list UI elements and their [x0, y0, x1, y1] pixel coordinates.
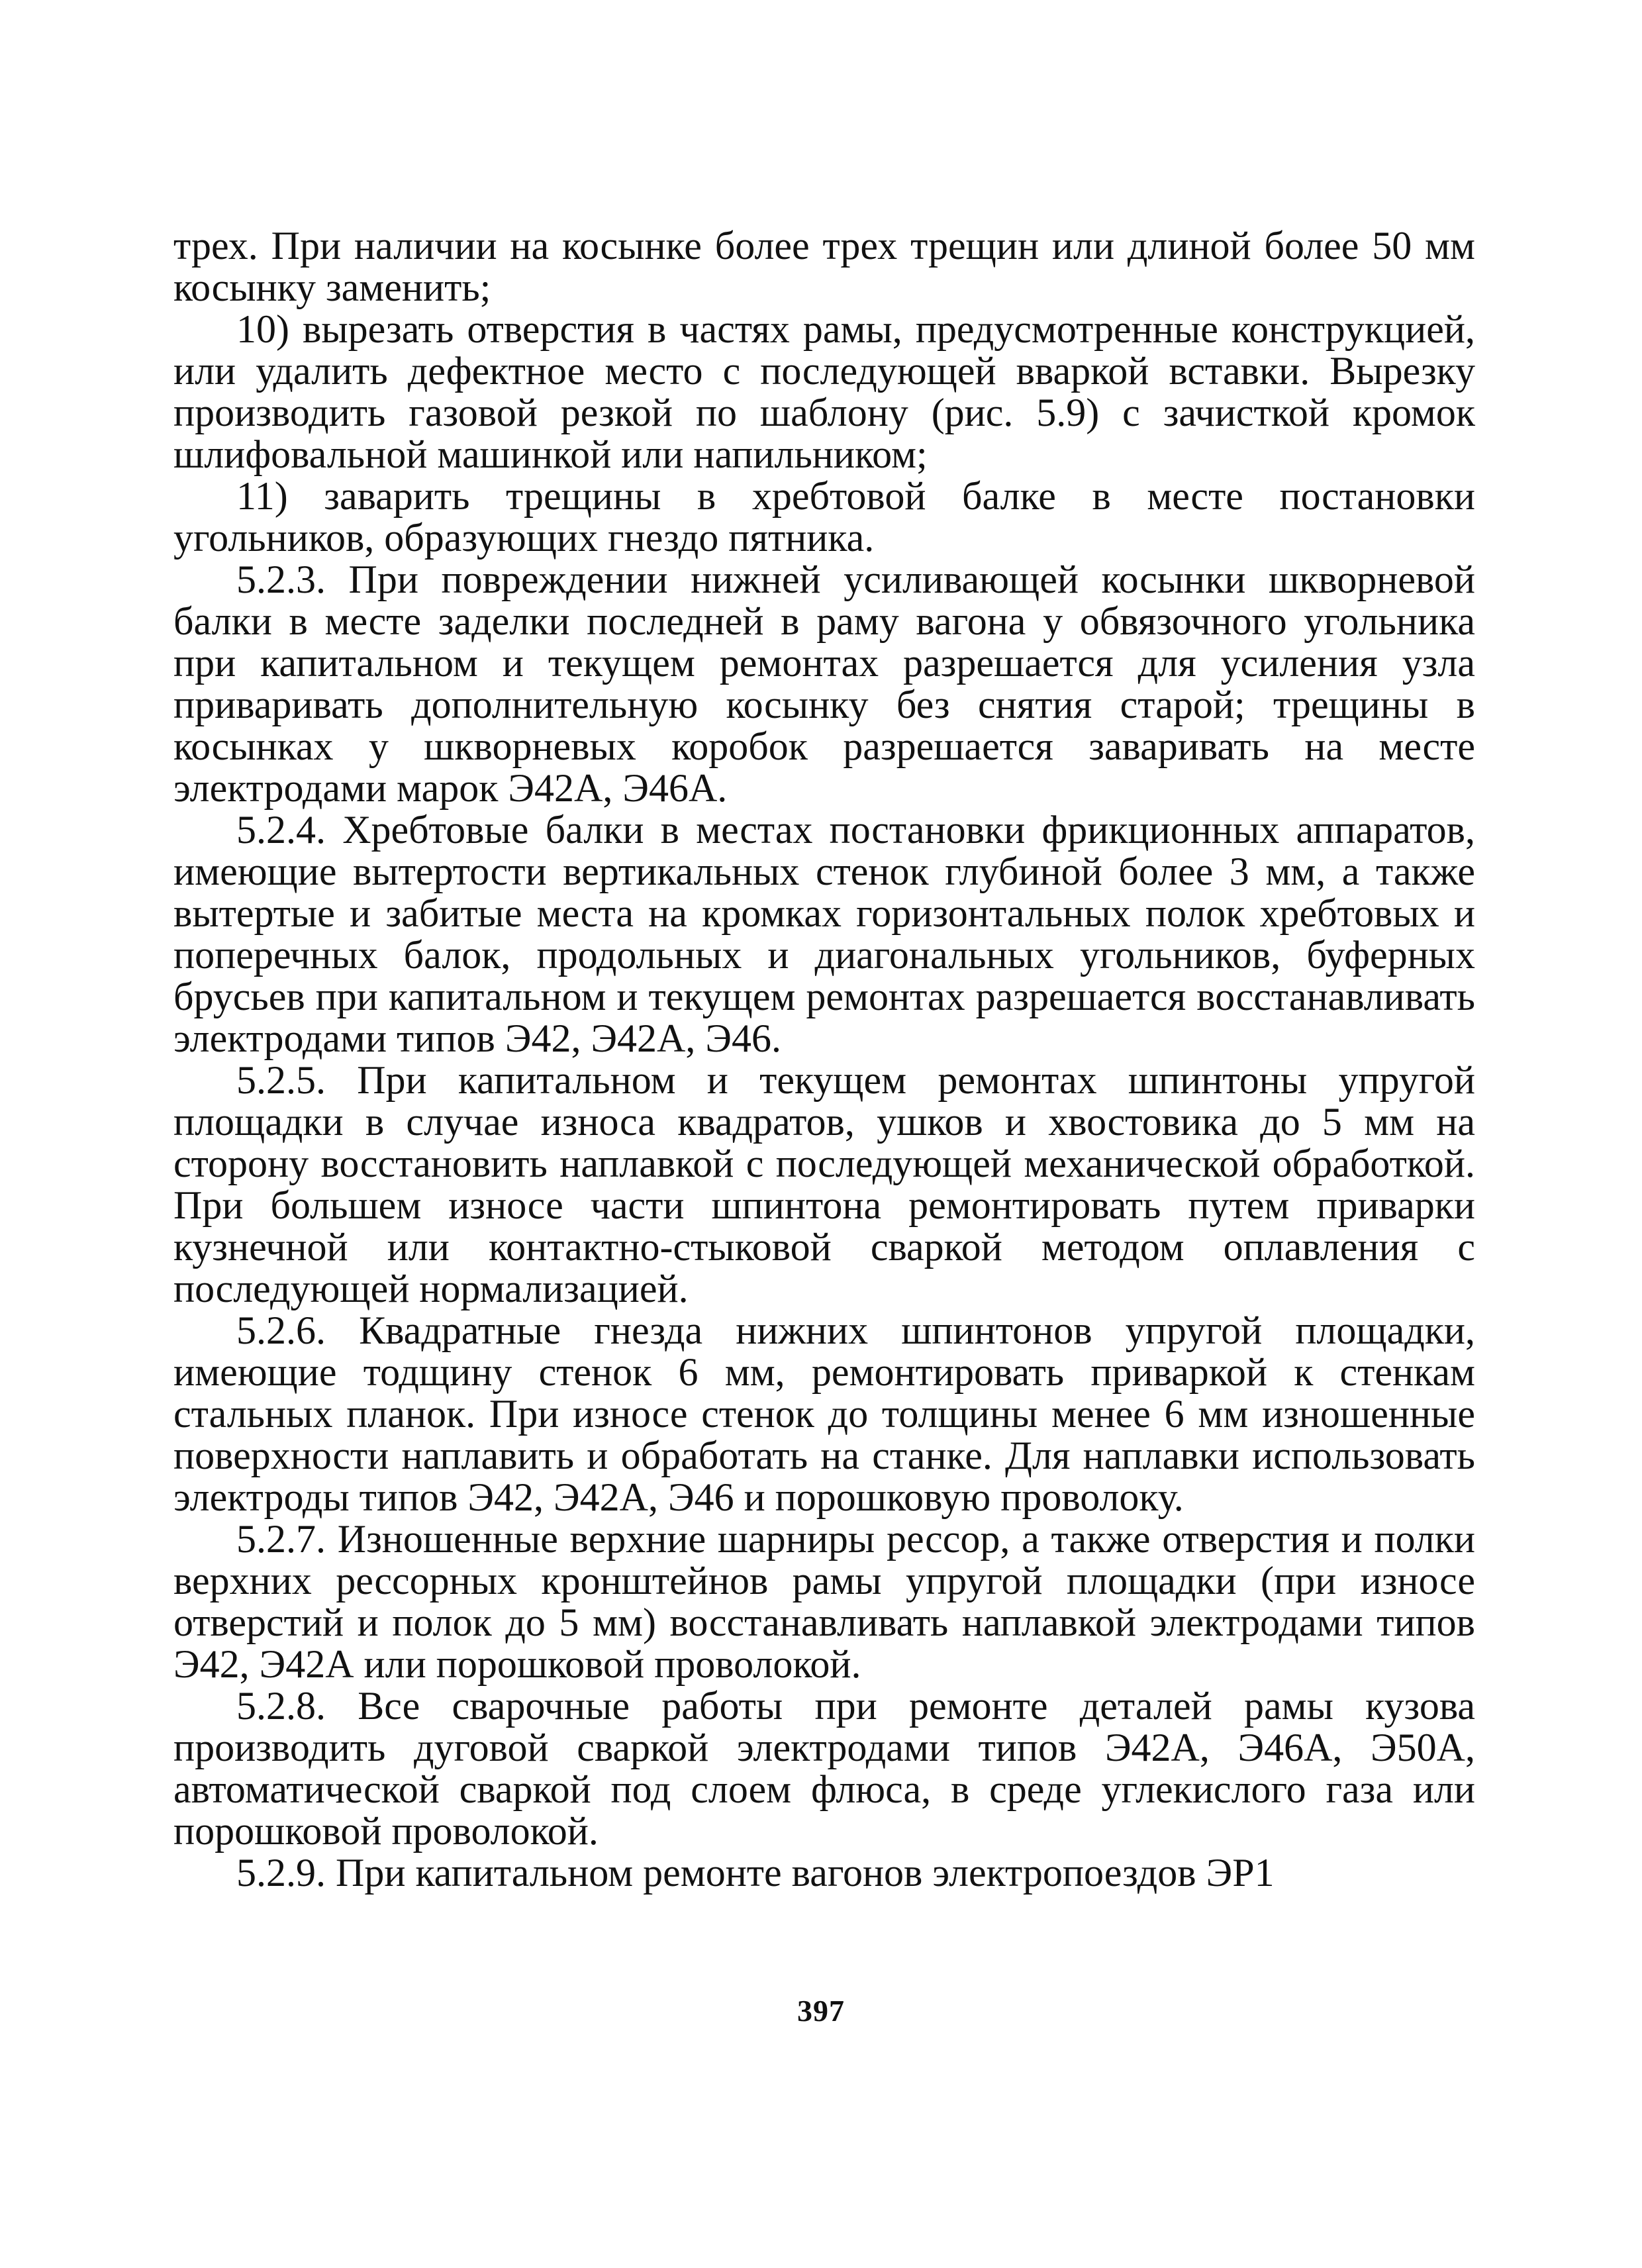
paragraph-5-2-9: 5.2.9. При капитальном ремонте вагонов электропоездов ЭР1	[236, 1851, 1275, 1895]
body-text	[173, 225, 1475, 1894]
paragraph-5-2-8: 5.2.8. Все сварочные работы при ремонте деталей рамы кузова производить дуговой сваркой электродами типов Э42А, Э46А, Э50А, автоматической сваркой под слоем флюса, в среде углекислого газа или порошковой проволокой.	[173, 1684, 1475, 1853]
paragraph-5-2-5: 5.2.5. При капитальном и текущем ремонтах шпинтоны упругой площадки в случае износа квадратов, ушков и хвостовика до 5 мм на сторону восстановить наплавкой с последующей механической обработкой. При большем износе части шпинтона ремонтировать путем приварки кузнечной или контактно-стыковой сваркой методом оплавления с последующей нормализацией.	[173, 1058, 1475, 1310]
paragraph-5-2-6: 5.2.6. Квадратные гнезда нижних шпинтонов упругой площадки, имеющие тодщину стенок 6 мм, ремонтировать приваркой к стенкам стальных планок. При износе стенок до толщины менее 6 мм изношенные поверхности наплавить и обработать на станке. Для наплавки использовать электроды типов Э42, Э42А, Э46 и порошковую проволоку.	[173, 1308, 1475, 1519]
paragraph-item-11: 11) заварить трещины в хребтовой балке в месте постановки угольников, образующих гнездо пятника.	[173, 474, 1475, 560]
paragraph-5-2-4: 5.2.4. Хребтовые балки в местах постановки фрикционных аппаратов, имеющие вытертости вертикальных стенок глубиной более 3 мм, а также вытертые и забитые места на кромках горизонтальных полок хребтовых и поперечных балок, продольных и диагональных угольников, буферных брусьев при капитальном и текущем ремонтах разрешается восстанавливать электродами типов Э42, Э42А, Э46.	[173, 808, 1475, 1060]
paragraph-continuation: трех. При наличии на косынке более трех трещин или длиной более 50 мм косынку заменить;	[173, 224, 1475, 309]
page-content	[173, 225, 1475, 1894]
page-number: 397	[797, 1994, 845, 2028]
paragraph-item-10: 10) вырезать отверстия в частях рамы, предусмотренные конструкцией, или удалить дефектное место с последующей вваркой вставки. Вырезку производить газовой резкой по шаблону (рис. 5.9) с зачисткой кромок шлифовальной машинкой или напильником;	[173, 307, 1475, 476]
paragraph-5-2-3: 5.2.3. При повреждении нижней усиливающей косынки шкворневой балки в месте заделки последней в раму вагона у обвязочного угольника при капитальном и текущем ремонтах разрешается для усиления узла приваривать дополнительную косынку без снятия старой; трещины в косынках у шкворневых коробок разрешается заваривать на месте электродами марок Э42А, Э46А.	[173, 558, 1475, 810]
paragraph-5-2-7: 5.2.7. Изношенные верхние шарниры рессор, а также отверстия и полки верхних рессорных кронштейнов рамы упругой площадки (при износе отверстий и полок до 5 мм) восстанавливать наплавкой электродами типов Э42, Э42А или порошковой проволокой.	[173, 1517, 1475, 1686]
